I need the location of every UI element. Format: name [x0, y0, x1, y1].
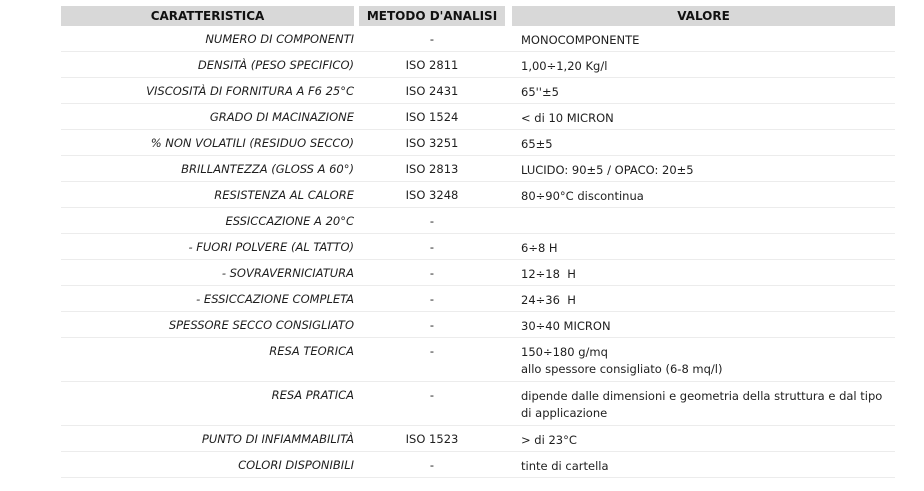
cell-metodo: - [429, 318, 435, 332]
table-header [61, 6, 895, 26]
cell-metodo: - [429, 388, 435, 402]
cell-metodo: ISO 1523 [405, 432, 459, 446]
valore-text: LUCIDO: 90±5 / OPACO: 20±5 [521, 163, 694, 177]
table-row [61, 286, 895, 312]
table-row [61, 260, 895, 286]
cell-caratteristica: % NON VOLATILI (RESIDUO SECCO) [150, 136, 354, 150]
valore-text: MONOCOMPONENTE [521, 33, 640, 47]
valore-text: 150÷180 g/mq [521, 345, 608, 359]
cell-caratteristica: BRILLANTEZZA (GLOSS A 60°) [181, 162, 354, 176]
valore-text: 6÷8 H [521, 241, 558, 255]
cell-caratteristica: COLORI DISPONIBILI [238, 458, 354, 472]
table-row [61, 208, 895, 234]
cell-caratteristica: RESA PRATICA [271, 388, 354, 402]
cell-metodo: - [429, 240, 435, 254]
cell-valore [512, 452, 895, 477]
valore-text: 12÷18 H [521, 267, 576, 281]
cell-metodo: - [429, 458, 435, 472]
table-row [61, 452, 895, 478]
valore-text: > di 23°C [521, 433, 577, 447]
cell-valore [512, 52, 895, 77]
cell-metodo: - [429, 344, 435, 358]
cell-caratteristica: - SOVRAVERNICIATURA [221, 266, 354, 280]
cell-valore [512, 286, 895, 311]
table-row [61, 382, 895, 426]
valore-text: dipende dalle dimensioni e geometria della struttura e dal tipo [521, 389, 883, 403]
cell-caratteristica: - ESSICCAZIONE COMPLETA [196, 292, 354, 306]
table-row [61, 312, 895, 338]
cell-metodo: - [429, 32, 435, 46]
valore-text: 30÷40 MICRON [521, 319, 611, 333]
cell-valore [512, 312, 895, 337]
table-row [61, 26, 895, 52]
cell-caratteristica: DENSITÀ (PESO SPECIFICO) [197, 58, 354, 72]
valore-text-line2: allo spessore consigliato (6-8 mq/l) [521, 362, 723, 376]
table-row [61, 234, 895, 260]
cell-metodo: ISO 2811 [405, 58, 459, 72]
table-row [61, 182, 895, 208]
cell-caratteristica: RESISTENZA AL CALORE [214, 188, 354, 202]
cell-valore [512, 382, 895, 425]
cell-metodo: - [429, 214, 435, 228]
cell-caratteristica: NUMERO DI COMPONENTI [205, 32, 354, 46]
table-row [61, 426, 895, 452]
cell-metodo: ISO 2431 [405, 84, 459, 98]
table-row [61, 52, 895, 78]
header-metodo-analisi: METODO D'ANALISI [359, 6, 505, 26]
valore-text: < di 10 MICRON [521, 111, 614, 125]
table-row [61, 338, 895, 382]
valore-text: 80÷90°C discontinua [521, 189, 644, 203]
cell-valore [512, 338, 895, 381]
cell-metodo: ISO 3248 [405, 188, 459, 202]
header-caratteristica: CARATTERISTICA [61, 6, 354, 26]
table-row [61, 104, 895, 130]
cell-caratteristica: ESSICCAZIONE A 20°C [225, 214, 354, 228]
valore-text: 24÷36 H [521, 293, 576, 307]
cell-metodo: - [429, 292, 435, 306]
table-row [61, 156, 895, 182]
header-valore: VALORE [512, 6, 895, 26]
cell-valore [512, 156, 895, 181]
cell-caratteristica: PUNTO DI INFIAMMABILITÀ [201, 432, 354, 446]
cell-metodo: ISO 1524 [405, 110, 459, 124]
cell-valore [512, 234, 895, 259]
table-row [61, 130, 895, 156]
cell-valore [512, 260, 895, 285]
valore-text: tinte di cartella [521, 459, 609, 473]
cell-valore [512, 26, 895, 51]
cell-metodo: ISO 3251 [405, 136, 459, 150]
cell-valore [512, 182, 895, 207]
cell-valore [512, 130, 895, 155]
cell-caratteristica: GRADO DI MACINAZIONE [209, 110, 354, 124]
cell-caratteristica: SPESSORE SECCO CONSIGLIATO [168, 318, 354, 332]
table-row [61, 78, 895, 104]
cell-valore [512, 426, 895, 451]
technical-data-table [61, 6, 895, 478]
cell-valore [512, 78, 895, 103]
cell-caratteristica: VISCOSITÀ DI FORNITURA A F6 25°C [146, 84, 354, 98]
cell-valore [512, 208, 895, 233]
cell-valore [512, 104, 895, 129]
cell-metodo: - [429, 266, 435, 280]
cell-metodo: ISO 2813 [405, 162, 459, 176]
valore-text-line2: di applicazione [521, 406, 608, 420]
valore-text: 65''±5 [521, 85, 559, 99]
cell-caratteristica: - FUORI POLVERE (AL TATTO) [188, 240, 354, 254]
valore-text: 1,00÷1,20 Kg/l [521, 59, 608, 73]
cell-caratteristica: RESA TEORICA [269, 344, 354, 358]
valore-text: 65±5 [521, 137, 553, 151]
